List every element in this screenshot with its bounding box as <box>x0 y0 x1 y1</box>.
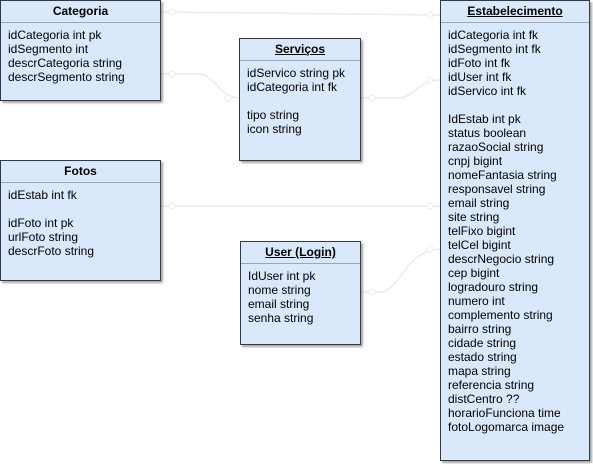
attribute-row: idCategoria int fk <box>247 80 338 94</box>
attribute-row: idFoto int fk <box>448 56 511 70</box>
attribute-row: numero int <box>448 294 505 308</box>
attribute-row: nomeFantasia string <box>448 168 557 182</box>
connector-categoria-estabelecimento <box>160 12 440 15</box>
attribute-row: IdUser int pk <box>248 269 316 283</box>
entity-title: User (Login) <box>241 242 360 264</box>
attribute-spacer <box>448 98 589 112</box>
attribute-row: descrCategoria string <box>8 56 123 70</box>
attribute-row: referencia string <box>448 378 535 392</box>
attribute-row: complemento string <box>448 308 553 322</box>
attribute-row: responsavel string <box>448 182 546 196</box>
attribute-row: idUser int fk <box>448 70 512 84</box>
attribute-row: descrSegmento string <box>8 70 125 84</box>
attribute-row: estado string <box>448 350 517 364</box>
connector-end-marker <box>427 77 433 83</box>
entity-title: Fotos <box>1 161 160 183</box>
attribute-row: descrFoto string <box>8 244 95 258</box>
attribute-row: descrNegocio string <box>448 252 555 266</box>
attribute-row: horarioFunciona time <box>448 406 561 420</box>
attribute-row: email string <box>448 196 510 210</box>
attribute-list <box>241 264 360 325</box>
attribute-row: cidade string <box>448 336 517 350</box>
connector-end-marker <box>369 289 375 295</box>
attribute-list <box>240 61 360 136</box>
connector-end-marker <box>169 71 175 77</box>
attribute-list <box>1 23 160 84</box>
attribute-row: logradouro string <box>448 280 539 294</box>
attribute-row: idEstab int fk <box>8 188 77 202</box>
attribute-row: idSegmento int <box>8 42 89 56</box>
entity-fotos[interactable] <box>0 160 161 281</box>
entity-title: Categoria <box>1 1 160 23</box>
attribute-list <box>1 183 160 258</box>
attribute-row: cep bigint <box>448 266 500 280</box>
attribute-spacer <box>247 94 360 108</box>
attribute-row: telFixo bigint <box>448 224 516 238</box>
entity-categoria[interactable] <box>0 0 161 101</box>
entity-estabelecimento[interactable] <box>440 0 590 461</box>
attribute-row: mapa string <box>448 364 511 378</box>
entity-user[interactable] <box>240 241 361 345</box>
attribute-row: urlFoto string <box>8 230 79 244</box>
attribute-row: IdEstab int pk <box>448 112 521 126</box>
attribute-row: email string <box>248 297 310 311</box>
attribute-row: cnpj bigint <box>448 154 503 168</box>
connector-categoria-servicos <box>160 74 240 98</box>
entity-title: Estabelecimento <box>441 1 589 23</box>
attribute-row: tipo string <box>247 108 300 122</box>
connector-end-marker <box>169 9 175 15</box>
attribute-row: nome string <box>248 283 311 297</box>
attribute-row: razaoSocial string <box>448 140 544 154</box>
attribute-spacer <box>8 202 160 216</box>
attribute-row: site string <box>448 210 500 224</box>
attribute-row: idCategoria int fk <box>448 28 539 42</box>
attribute-row: idCategoria int pk <box>8 28 102 42</box>
attribute-row: idSegmento int fk <box>448 42 541 56</box>
connector-end-marker <box>369 95 375 101</box>
connector-end-marker <box>427 203 433 209</box>
attribute-row: status boolean <box>448 126 527 140</box>
attribute-row: distCentro ?? <box>448 392 520 406</box>
connector-end-marker <box>427 12 433 18</box>
attribute-row: idServico int fk <box>448 84 527 98</box>
attribute-row: idServico string pk <box>247 66 346 80</box>
attribute-row: icon string <box>247 122 302 136</box>
connector-user-estabelecimento <box>360 249 440 292</box>
entity-servicos[interactable] <box>239 38 361 161</box>
attribute-row: fotoLogomarca image <box>448 420 565 434</box>
connector-end-marker <box>427 246 433 252</box>
connector-end-marker <box>169 203 175 209</box>
attribute-row: bairro string <box>448 322 512 336</box>
connector-end-marker <box>225 95 231 101</box>
attribute-list <box>441 23 589 434</box>
attribute-row: telCel bigint <box>448 238 511 252</box>
entity-title: Serviços <box>240 39 360 61</box>
attribute-row: senha string <box>248 311 314 325</box>
attribute-row: idFoto int pk <box>8 216 74 230</box>
